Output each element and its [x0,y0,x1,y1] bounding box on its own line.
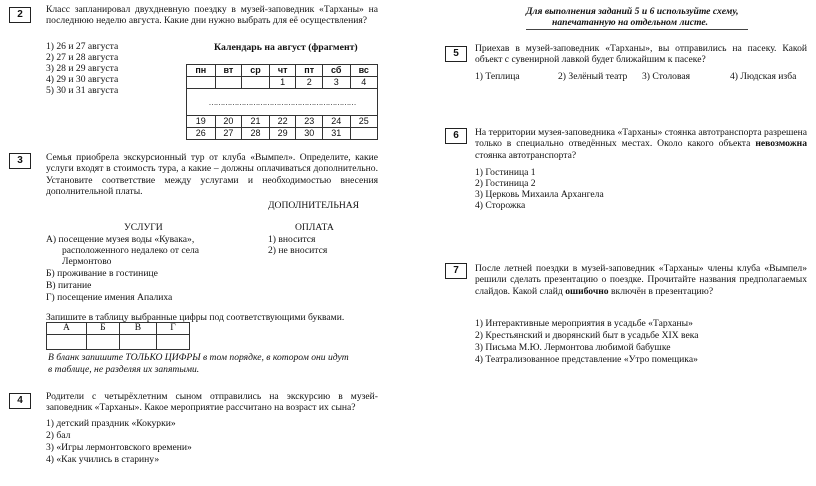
task-2-text: Класс запланировал двухдневную поездку в музей-заповедник «Тарханы» на последнюю неделю августа. Какие дни нужно выбрать для её осуществления? [46,4,378,27]
schema-note-line-1: Для выполнения заданий 5 и 6 используйте схему, [526,6,739,17]
schema-note-underline [526,29,748,30]
calendar-cell: 2 [296,77,323,89]
task-7-option-3: 3) Письма М.Ю. Лермонтова любимой бабушке [475,342,671,353]
task-number-7: 7 [445,263,467,279]
task-2-option-4: 4) 29 и 30 августа [46,74,119,85]
calendar-cell: 29 [269,128,296,140]
calendar-ellipsis-cell [187,89,378,116]
answer-cell[interactable] [119,335,156,350]
task-5-option-2: 2) Зелёный театр [558,71,628,82]
calendar-table [186,64,378,140]
task-7-option-2: 2) Крестьянский и дворянский быт в усадьбе XIX века [475,330,699,341]
task-6-text-part-b: стоянка автотранспорта? [475,149,577,161]
answer-cell[interactable] [157,335,190,350]
task-5-option-1: 1) Теплица [475,71,520,82]
calendar-cell: 31 [322,128,350,140]
task-6-option-4: 4) Сторожка [475,200,526,211]
task-2-option-1: 1) 26 и 27 августа [46,41,119,52]
calendar-row [187,116,378,128]
blank-note-line-1: В бланк запишите ТОЛЬКО ЦИФРЫ в том порядке, в котором они идут [48,352,349,363]
task-7-text-emphasis: ошибочно [565,285,609,297]
task-7-option-4: 4) Театрализованное представление «Утро помещика» [475,354,698,365]
task-number-3: 3 [9,153,31,169]
calendar-header: вс [350,65,377,77]
answer-table-blanks[interactable] [47,335,190,350]
answer-table [46,322,190,350]
task-7-text [475,263,807,297]
calendar-title: Календарь на август (фрагмент) [214,42,358,53]
task-2-option-5: 5) 30 и 31 августа [46,85,119,96]
task-4-option-2: 2) бал [46,430,71,441]
calendar-cell [215,77,242,89]
task-number-5: 5 [445,46,467,62]
task-4-text: Родители с четырёхлетним сыном отправились на экскурсию в музей-заповедник «Тарханы». Какое мероприятие рассчитано на возраст их сына? [46,391,378,414]
schema-note-line-2: напечатанную на отдельном листе. [552,17,708,28]
service-item-b: Б) проживание в гостинице [46,268,158,279]
answer-letter: А [47,323,87,335]
calendar-cell: 27 [215,128,242,140]
service-item-a-line2: расположенного недалеко от села [62,245,200,256]
service-item-g: Г) посещение имения Апалиха [46,292,173,303]
calendar-cell: 1 [269,77,296,89]
task-2-option-2: 2) 27 и 28 августа [46,52,119,63]
task-7-option-1: 1) Интерактивные мероприятия в усадьбе «Тарханы» [475,318,693,329]
service-item-v: В) питание [46,280,92,291]
payment-option-1: 1) вносится [268,234,316,245]
calendar-header: ср [242,65,270,77]
calendar-cell: 30 [296,128,323,140]
task-6-text [475,127,807,161]
task-6-text-part-a: На территории музея-заповедника «Тарханы» стоянка автотранспорта разрешена только в специально отведённых местах. Около какого объекта [475,127,807,150]
task-6-option-1: 1) Гостиница 1 [475,167,536,178]
task-number-2: 2 [9,7,31,23]
task-7-text-part-b: включён в презентацию? [611,285,714,297]
calendar-cell [242,77,270,89]
task-number-6: 6 [445,128,467,144]
calendar-cell: 19 [187,116,216,128]
calendar-row [187,128,378,140]
services-column-header: УСЛУГИ [124,222,163,233]
calendar-row-ellipsis [187,89,378,116]
calendar-cell [350,128,377,140]
payment-option-2: 2) не вносится [268,245,328,256]
task-3-extra: ДОПОЛНИТЕЛЬНАЯ [268,200,360,211]
calendar-cell: 21 [242,116,270,128]
calendar-cell [187,77,216,89]
calendar-cell: 28 [242,128,270,140]
payment-column-header: ОПЛАТА [295,222,334,233]
task-6-option-2: 2) Гостиница 2 [475,178,536,189]
calendar-row [187,77,378,89]
answer-table-letters [47,323,190,335]
calendar-ellipsis: ……………………………………………………… [208,97,356,107]
task-4-option-4: 4) «Как учились в старину» [46,454,160,465]
calendar-cell: 23 [296,116,323,128]
task-number-4: 4 [9,393,31,409]
answer-letter: В [119,323,156,335]
blank-note-line-2: в таблице, не разделяя их запятыми. [48,364,200,375]
task-7-text-part-a: После летней поездки в музей-заповедник «Тарханы» члены клуба «Вымпел» решили сделать презентацию о поездке. Прочитайте названия предполагаемых слайдов. Какой слайд [475,263,807,297]
task-6-option-3: 3) Церковь Михаила Архангела [475,189,604,200]
answer-cell[interactable] [86,335,119,350]
calendar-cell: 22 [269,116,296,128]
task-6-text-emphasis: невозможна [755,138,807,150]
calendar-cell: 4 [350,77,377,89]
task-4-option-1: 1) детский праздник «Кокурки» [46,418,176,429]
calendar-cell: 26 [187,128,216,140]
calendar-header-row [187,65,378,77]
calendar-cell: 25 [350,116,377,128]
answer-letter: Г [157,323,190,335]
calendar-header: пн [187,65,216,77]
task-3-text: Семья приобрела экскурсионный тур от клуба «Вымпел». Определите, какие услуги входят в стоимость тура, а какие – должны оплачиваться дополнительно. Установите соответствие между услугами и необходимостью внесения дополнительной платы. [46,152,378,197]
task-2-option-3: 3) 28 и 29 августа [46,63,119,74]
calendar-header: пт [296,65,323,77]
answer-cell[interactable] [47,335,87,350]
task-5-option-3: 3) Столовая [642,71,691,82]
calendar-header: чт [269,65,296,77]
task-3-instruction: Запишите в таблицу выбранные цифры под соответствующими буквами. [46,312,345,323]
service-item-a-line3: Лермонтово [62,256,112,267]
task-5-text: Приехав в музей-заповедник «Тарханы», вы отправились на пасеку. Какой объект с сувенирной лавкой будет ближайшим к пасеке? [475,43,807,66]
answer-letter: Б [86,323,119,335]
task-5-option-4: 4) Людская изба [730,71,797,82]
calendar-header: сб [322,65,350,77]
task-4-option-3: 3) «Игры лермонтовского времени» [46,442,192,453]
calendar-cell: 20 [215,116,242,128]
service-item-a: А) посещение музея воды «Кувака», [46,234,195,245]
calendar-cell: 3 [322,77,350,89]
calendar-cell: 24 [322,116,350,128]
calendar-header: вт [215,65,242,77]
